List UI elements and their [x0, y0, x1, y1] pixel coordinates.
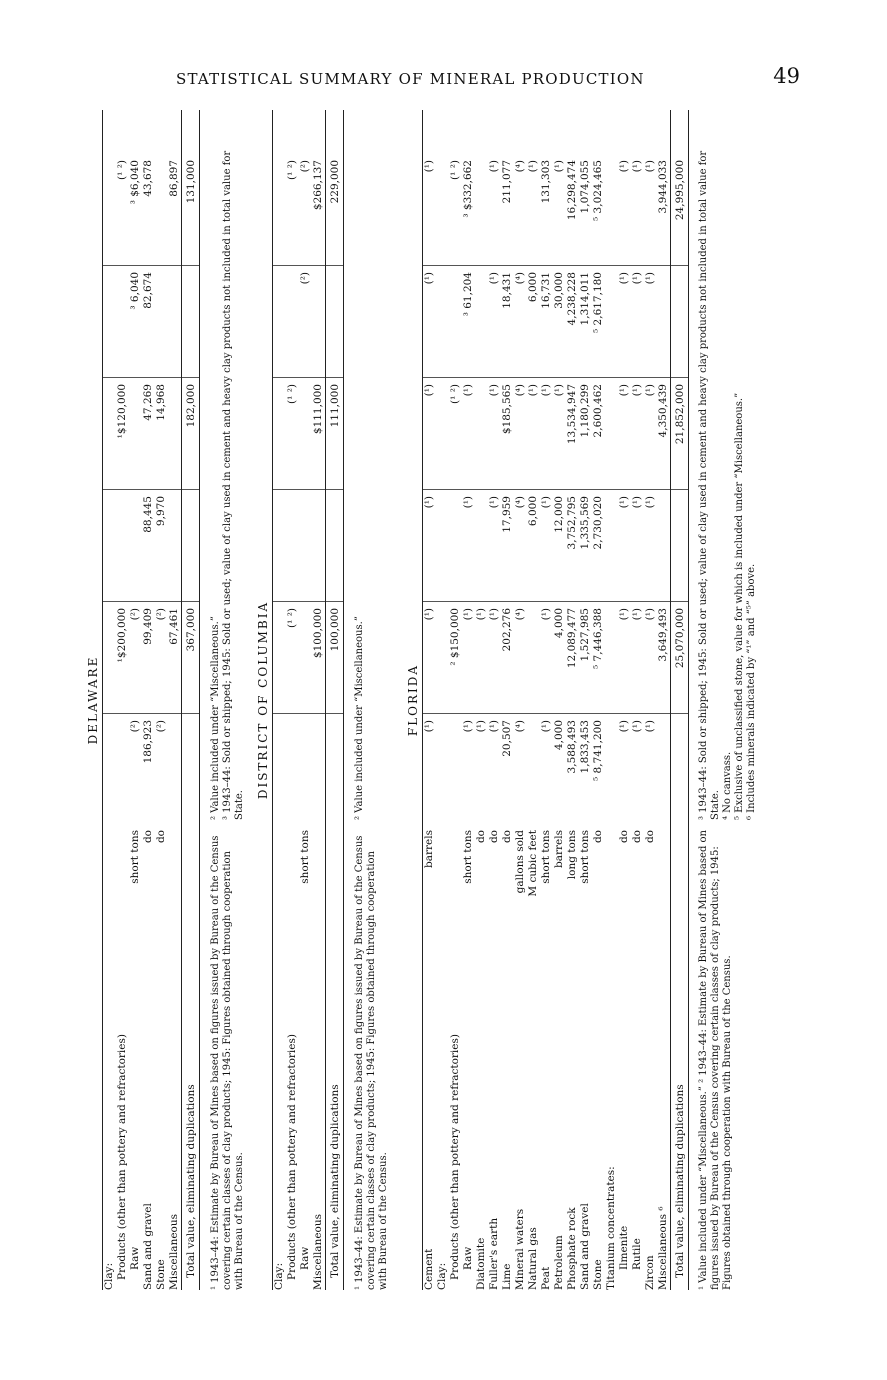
row-unit: short tons [540, 830, 552, 884]
table-cell: (¹) [618, 272, 630, 285]
table-row [462, 110, 475, 1290]
table-row [436, 110, 449, 1290]
table-cell: (¹) [475, 608, 487, 621]
total-value: 21,852,000 [674, 384, 686, 445]
table-cell: (¹) [553, 384, 565, 397]
table-cell: 18,431 [501, 272, 513, 309]
row-unit: do [644, 830, 656, 844]
row-label: Stone [155, 1259, 167, 1290]
table-cell: (¹ ²) [286, 608, 298, 628]
table-cell: (¹) [488, 160, 500, 173]
table-cell: 47,269 [142, 384, 154, 421]
table-row [579, 110, 592, 1290]
table-cell: (²) [299, 160, 311, 173]
table-cell: $100,000 [312, 608, 324, 659]
table-cell: 186,923 [142, 720, 154, 764]
table-cell: (¹) [423, 720, 435, 733]
footnote: ¹ Value included under “Miscellaneous.” ² 1943–44: Estimate by Bureau of Mines based on figures issued by Bureau of the Census covering certain classes of clay products; 1945: Figures obtained through cooperation with Bureau of the Census. [698, 830, 733, 1290]
table-cell: 1,074,055 [579, 160, 591, 214]
row-label: Raw [462, 1246, 474, 1270]
table-cell: 1,527,985 [579, 608, 591, 662]
footnote: ¹ 1943–44: Estimate by Bureau of Mines based on figures issued by Bureau of the Census covering certain classes of clay products; 1945: Figures obtained through cooperation with Bureau of the Census. [210, 835, 245, 1290]
table-row [540, 110, 553, 1290]
row-unit: do [592, 830, 604, 844]
table-cell: 16,298,474 [566, 160, 578, 221]
table-cell: (¹) [644, 384, 656, 397]
table-row [592, 110, 605, 1290]
table-cell: (¹) [540, 608, 552, 621]
table-cell: 20,507 [501, 720, 513, 757]
table-cell: 12,000 [553, 496, 565, 533]
table-cell: (¹) [488, 720, 500, 733]
total-value: 24,995,000 [674, 160, 686, 221]
table-cell: 131,303 [540, 160, 552, 204]
florida-caption: FLORIDA [406, 663, 420, 737]
table-cell: (¹) [423, 272, 435, 285]
table-cell: (¹) [527, 160, 539, 173]
row-label: Sand and gravel [142, 1203, 154, 1290]
table-cell: (¹) [488, 384, 500, 397]
table-row [423, 110, 436, 1290]
table-cell: 3,649,493 [657, 608, 669, 662]
table-cell: (¹) [618, 720, 630, 733]
table-cell: 14,968 [155, 384, 167, 421]
row-label: Lime [501, 1263, 513, 1290]
table-row [155, 110, 168, 1290]
row-label: Cement [423, 1248, 435, 1290]
table-row [286, 110, 299, 1290]
table-cell: 1,314,011 [579, 272, 591, 326]
footnote: ² Value included under “Miscellaneous.” ³ 1943–44: Sold or shipped; 1945: Sold or used; value of clay used in cement and heavy clay products not included in total value for State. [210, 150, 245, 820]
table-row [631, 110, 644, 1290]
row-unit: do [475, 830, 487, 844]
table-cell: (¹) [644, 272, 656, 285]
table-cell: ¹$200,000 [116, 608, 128, 663]
table-cell: (¹) [631, 384, 643, 397]
row-unit: do [142, 830, 154, 844]
table-cell: (¹) [644, 720, 656, 733]
row-label: Products (other than pottery and refractories) [116, 1034, 128, 1280]
table-cell: (¹) [618, 608, 630, 621]
table-row [618, 110, 631, 1290]
table-cell: (⁴) [514, 272, 526, 285]
row-unit: long tons [566, 830, 578, 880]
table-cell: ⁵ 3,024,465 [592, 160, 604, 221]
dc-table [272, 110, 344, 1290]
page-number: 49 [773, 64, 800, 88]
row-unit: do [618, 830, 630, 844]
table-cell: 4,238,228 [566, 272, 578, 326]
table-row [501, 110, 514, 1290]
table-cell: 2,600,462 [592, 384, 604, 438]
total-row [181, 110, 199, 1290]
table-row [566, 110, 579, 1290]
table-cell: 17,959 [501, 496, 513, 533]
table-cell: 82,674 [142, 272, 154, 309]
table-cell: (¹) [618, 496, 630, 509]
row-label: Zircon [644, 1255, 656, 1290]
table-cell: $111,000 [312, 384, 324, 435]
table-row [644, 110, 657, 1290]
table-row [527, 110, 540, 1290]
table-cell: ³ $332,662 [462, 160, 474, 218]
table-cell: $185,565 [501, 384, 513, 435]
footnote: ² Value included under “Miscellaneous.” [354, 616, 365, 820]
table-row [273, 110, 286, 1290]
row-unit: M cubic feet [527, 830, 539, 897]
table-cell: (¹) [462, 608, 474, 621]
table-cell: ³ 61,204 [462, 272, 474, 317]
table-cell: (¹) [488, 496, 500, 509]
row-label: Miscellaneous [168, 1213, 180, 1290]
table-cell: (¹) [475, 720, 487, 733]
total-value: 25,070,000 [674, 608, 686, 669]
table-cell: (¹) [644, 160, 656, 173]
table-cell: (¹) [462, 384, 474, 397]
table-cell: 43,678 [142, 160, 154, 197]
footnote: ³ 1943–44: Sold or shipped; 1945: Sold or used; value of clay used in cement and heavy clay products not included in total value for State. ⁴ No canvass. ⁵ Exclusive of unclassified stone, value for which is included under “Miscellaneous.” ⁶ Includes minerals indicated by “¹” and “⁵” above. [698, 150, 757, 820]
table-cell: 86,897 [168, 160, 180, 197]
row-label: Phosphate rock [566, 1207, 578, 1290]
row-label: Peat [540, 1266, 552, 1290]
total-value: 111,000 [329, 384, 341, 428]
table-cell: 3,944,033 [657, 160, 669, 214]
row-unit: short tons [129, 830, 141, 884]
table-cell: (¹) [631, 496, 643, 509]
total-value: 131,000 [185, 160, 197, 204]
running-header [120, 66, 810, 92]
table-cell: $266,137 [312, 160, 324, 211]
table-row [299, 110, 312, 1290]
table-cell: ³ $6,040 [129, 160, 141, 205]
row-label: Stone [592, 1259, 604, 1290]
table-cell: (⁴) [514, 496, 526, 509]
table-cell: (²) [155, 720, 167, 733]
table-cell: 2,730,020 [592, 496, 604, 550]
table-cell: 3,588,493 [566, 720, 578, 774]
row-label: Mineral waters [514, 1208, 526, 1290]
row-label: Clay: [273, 1262, 285, 1290]
row-unit: do [631, 830, 643, 844]
table-cell: 4,350,439 [657, 384, 669, 438]
table-cell: ¹$120,000 [116, 384, 128, 439]
table-row [168, 110, 181, 1290]
table-cell: (¹) [631, 160, 643, 173]
row-label: Clay: [103, 1262, 115, 1290]
row-unit: do [501, 830, 513, 844]
table-cell: 9,970 [155, 496, 167, 527]
total-row [325, 110, 343, 1290]
table-row [488, 110, 501, 1290]
delaware-caption: DELAWARE [86, 655, 100, 745]
table-row [142, 110, 155, 1290]
table-cell: (¹) [423, 160, 435, 173]
row-label: Rutile [631, 1238, 643, 1270]
dc-footnotes [354, 110, 394, 1290]
table-row [657, 110, 670, 1290]
table-cell: (¹) [540, 496, 552, 509]
table-cell: (¹ ²) [286, 384, 298, 404]
total-value: 367,000 [185, 608, 197, 652]
table-cell: (¹) [540, 720, 552, 733]
table-cell: (¹) [540, 384, 552, 397]
total-label: Total value, eliminating duplications [329, 1084, 341, 1278]
table-cell: (¹) [618, 384, 630, 397]
row-label: Titanium concentrates: [605, 1166, 617, 1290]
table-cell: 202,276 [501, 608, 513, 652]
table-cell: 6,000 [527, 272, 539, 303]
table-cell: 1,180,299 [579, 384, 591, 438]
table-cell: 1,335,569 [579, 496, 591, 550]
table-row [553, 110, 566, 1290]
table-cell: (¹) [462, 720, 474, 733]
table-cell: ⁵ 7,446,388 [592, 608, 604, 669]
row-label: Sand and gravel [579, 1203, 591, 1290]
row-label: Diatomite [475, 1237, 487, 1290]
table-cell: 4,000 [553, 608, 565, 639]
table-cell: (¹ ²) [449, 160, 461, 180]
table-cell: 12,089,477 [566, 608, 578, 669]
table-cell: 211,077 [501, 160, 513, 204]
row-unit: barrels [423, 830, 435, 868]
row-label: Petroleum [553, 1235, 565, 1290]
table-cell: 67,461 [168, 608, 180, 645]
table-row [129, 110, 142, 1290]
row-label: Products (other than pottery and refractories) [449, 1034, 461, 1280]
row-label: Miscellaneous [312, 1213, 324, 1290]
table-cell: (²) [299, 272, 311, 285]
table-cell: (¹) [527, 384, 539, 397]
table-row [605, 110, 618, 1290]
table-cell: (¹) [488, 272, 500, 285]
table-cell: (¹ ²) [116, 160, 128, 180]
table-cell: (¹) [423, 496, 435, 509]
row-label: Miscellaneous ⁶ [657, 1206, 669, 1290]
table-cell: 4,000 [553, 720, 565, 751]
delaware-footnotes [210, 110, 250, 1290]
table-cell: (¹) [462, 496, 474, 509]
table-cell: (⁴) [514, 608, 526, 621]
row-unit: short tons [579, 830, 591, 884]
row-label: Raw [299, 1246, 311, 1270]
footnote: ¹ 1943–44: Estimate by Bureau of Mines based on figures issued by Bureau of the Census covering certain classes of clay products; 1945: Figures obtained through cooperation with Bureau of the Census. [354, 835, 389, 1290]
total-value: 182,000 [185, 384, 197, 428]
table-cell: ³ 6,040 [129, 272, 141, 310]
table-cell: (¹) [631, 608, 643, 621]
table-cell: (¹) [423, 608, 435, 621]
total-label: Total value, eliminating duplications [185, 1084, 197, 1278]
row-label: Clay: [436, 1262, 448, 1290]
table-row [312, 110, 325, 1290]
table-cell: (⁴) [514, 720, 526, 733]
table-cell: (²) [129, 608, 141, 621]
total-label: Total value, eliminating duplications [674, 1084, 686, 1278]
row-label: Ilmenite [618, 1225, 630, 1270]
row-unit: short tons [299, 830, 311, 884]
table-cell: ⁵ 2,617,180 [592, 272, 604, 333]
table-cell: (¹) [644, 608, 656, 621]
table-cell: 88,445 [142, 496, 154, 533]
table-cell: 13,534,947 [566, 384, 578, 445]
table-cell: 6,000 [527, 496, 539, 527]
row-label: Raw [129, 1246, 141, 1270]
table-cell: 3,752,795 [566, 496, 578, 550]
table-cell: (¹) [553, 160, 565, 173]
row-label: Natural gas [527, 1227, 539, 1290]
florida-footnotes [698, 110, 757, 1290]
table-cell: (¹) [631, 272, 643, 285]
table-cell: (¹ ²) [449, 384, 461, 404]
table-row [475, 110, 488, 1290]
page-title: STATISTICAL SUMMARY OF MINERAL PRODUCTION [176, 70, 645, 88]
row-label: Fuller's earth [488, 1217, 500, 1290]
table-cell: (¹ ²) [286, 160, 298, 180]
row-label: Products (other than pottery and refractories) [286, 1034, 298, 1280]
dc-caption: DISTRICT OF COLUMBIA [256, 600, 270, 800]
table-cell: (¹) [488, 608, 500, 621]
row-unit: gallons sold [514, 830, 526, 894]
table-cell: (¹) [644, 496, 656, 509]
row-unit: barrels [553, 830, 565, 868]
total-value: 229,000 [329, 160, 341, 204]
table-cell: (²) [155, 608, 167, 621]
table-row [449, 110, 462, 1290]
table-row [514, 110, 527, 1290]
table-cell: (⁴) [514, 384, 526, 397]
row-unit: short tons [462, 830, 474, 884]
total-value: 100,000 [329, 608, 341, 652]
table-cell: ⁵ 8,741,200 [592, 720, 604, 781]
table-cell: (¹) [631, 720, 643, 733]
table-cell: (⁴) [514, 160, 526, 173]
table-cell: (¹) [423, 384, 435, 397]
table-row [116, 110, 129, 1290]
table-cell: 1,833,453 [579, 720, 591, 774]
table-cell: 30,000 [553, 272, 565, 309]
row-unit: do [488, 830, 500, 844]
table-row [103, 110, 116, 1290]
delaware-table [102, 110, 200, 1290]
table-cell: (¹) [618, 160, 630, 173]
florida-table [422, 110, 689, 1290]
row-unit: do [155, 830, 167, 844]
table-cell: ² $150,000 [449, 608, 461, 666]
rotated-table-area [86, 110, 757, 1290]
table-cell: (²) [129, 720, 141, 733]
table-cell: 16,731 [540, 272, 552, 309]
table-cell: 99,409 [142, 608, 154, 645]
total-row [670, 110, 688, 1290]
